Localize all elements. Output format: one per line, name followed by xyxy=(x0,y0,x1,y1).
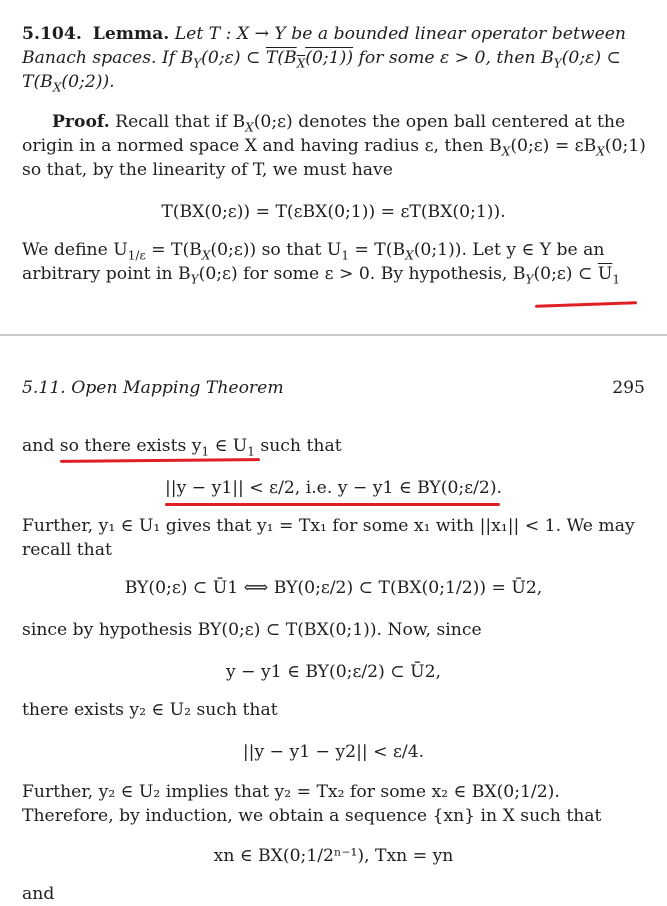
lemma-number: 5.104. xyxy=(22,24,82,44)
equation-sequence: xn ∈ BX(0;1/2ⁿ⁻¹), Txn = yn xyxy=(213,846,454,866)
lemma-text: Let T : X → Y be a bounded linear operator between Banach spaces. If $B_Y(0;\varepsilon)$ ⊂ $T(B_X(0;1))$ for some ε > 0, then $B_Y(0;\varepsilon)$ ⊂ $T(B_X(0;2))$. xyxy=(22,24,627,95)
existence-line: and so there exists $y_1$ ∈ $U_1$ such that xyxy=(22,436,342,459)
red-annotation-underline-2 xyxy=(60,458,260,463)
page-separator xyxy=(0,334,667,336)
proof-label: Proof. xyxy=(52,112,110,132)
equation-linearity: T(BX(0;ε)) = T(εBX(0;1)) = εT(BX(0;1)). xyxy=(161,202,506,222)
paragraph-recall: Further, y₁ ∈ U₁ gives that y₁ = Tx₁ for some x₁ with ||x₁|| < 1. We may recall that xyxy=(22,516,635,560)
equation-epsilon-quarter: ||y − y1 − y2|| < ε/4. xyxy=(242,742,425,762)
red-annotation-underline-1 xyxy=(535,301,637,308)
lemma-statement xyxy=(22,22,652,94)
paragraph-hypothesis: since by hypothesis BY(0;ε) ⊂ T(BX(0;1)). Now, since xyxy=(22,620,482,640)
page-number: 295 xyxy=(612,378,645,398)
paragraph-exists-y2: there exists y₂ ∈ U₂ such that xyxy=(22,700,278,720)
red-annotation-underline-3 xyxy=(165,503,500,506)
running-title: 5.11. Open Mapping Theorem xyxy=(22,378,284,398)
lemma-keyword: Lemma. xyxy=(92,24,170,44)
paragraph-induction: Further, y₂ ∈ U₂ implies that y₂ = Tx₂ for some x₂ ∈ BX(0;1/2). Therefore, by induction, we obtain a sequence {xn} in X such that xyxy=(22,782,602,826)
equation-equivalence: BY(0;ε) ⊂ Ū1 ⟺ BY(0;ε/2) ⊂ T(BX(0;1/2)) = Ū2, xyxy=(124,578,543,598)
trailing-word: and xyxy=(22,884,55,904)
proof-paragraph: Proof. Recall that if $B_X(0;\varepsilon)$ denotes the open ball centered at the origin in a normed space X and having radius ε, then $B_X(0;\varepsilon)$ = $\varepsilon B_X(0;1)$ so that, by the linearity of T, we must have xyxy=(22,112,646,180)
definition-paragraph: We define $U_{1/\varepsilon}$ = $T(B_X(0;\varepsilon))$ so that $U_1$ = $T(B_X(0;1))$. Let y ∈ Y be an arbitrary point in $B_Y(0;\varepsilon)$ for some ε > 0. By hypothesis, $B_Y(0;\varepsilon)$ ⊂ $\overline{U}_1$ xyxy=(22,240,620,287)
equation-epsilon-half: ||y − y1|| < ε/2, i.e. y − y1 ∈ BY(0;ε/2). xyxy=(164,478,503,498)
equation-inclusion: y − y1 ∈ BY(0;ε/2) ⊂ Ū2, xyxy=(226,662,441,682)
